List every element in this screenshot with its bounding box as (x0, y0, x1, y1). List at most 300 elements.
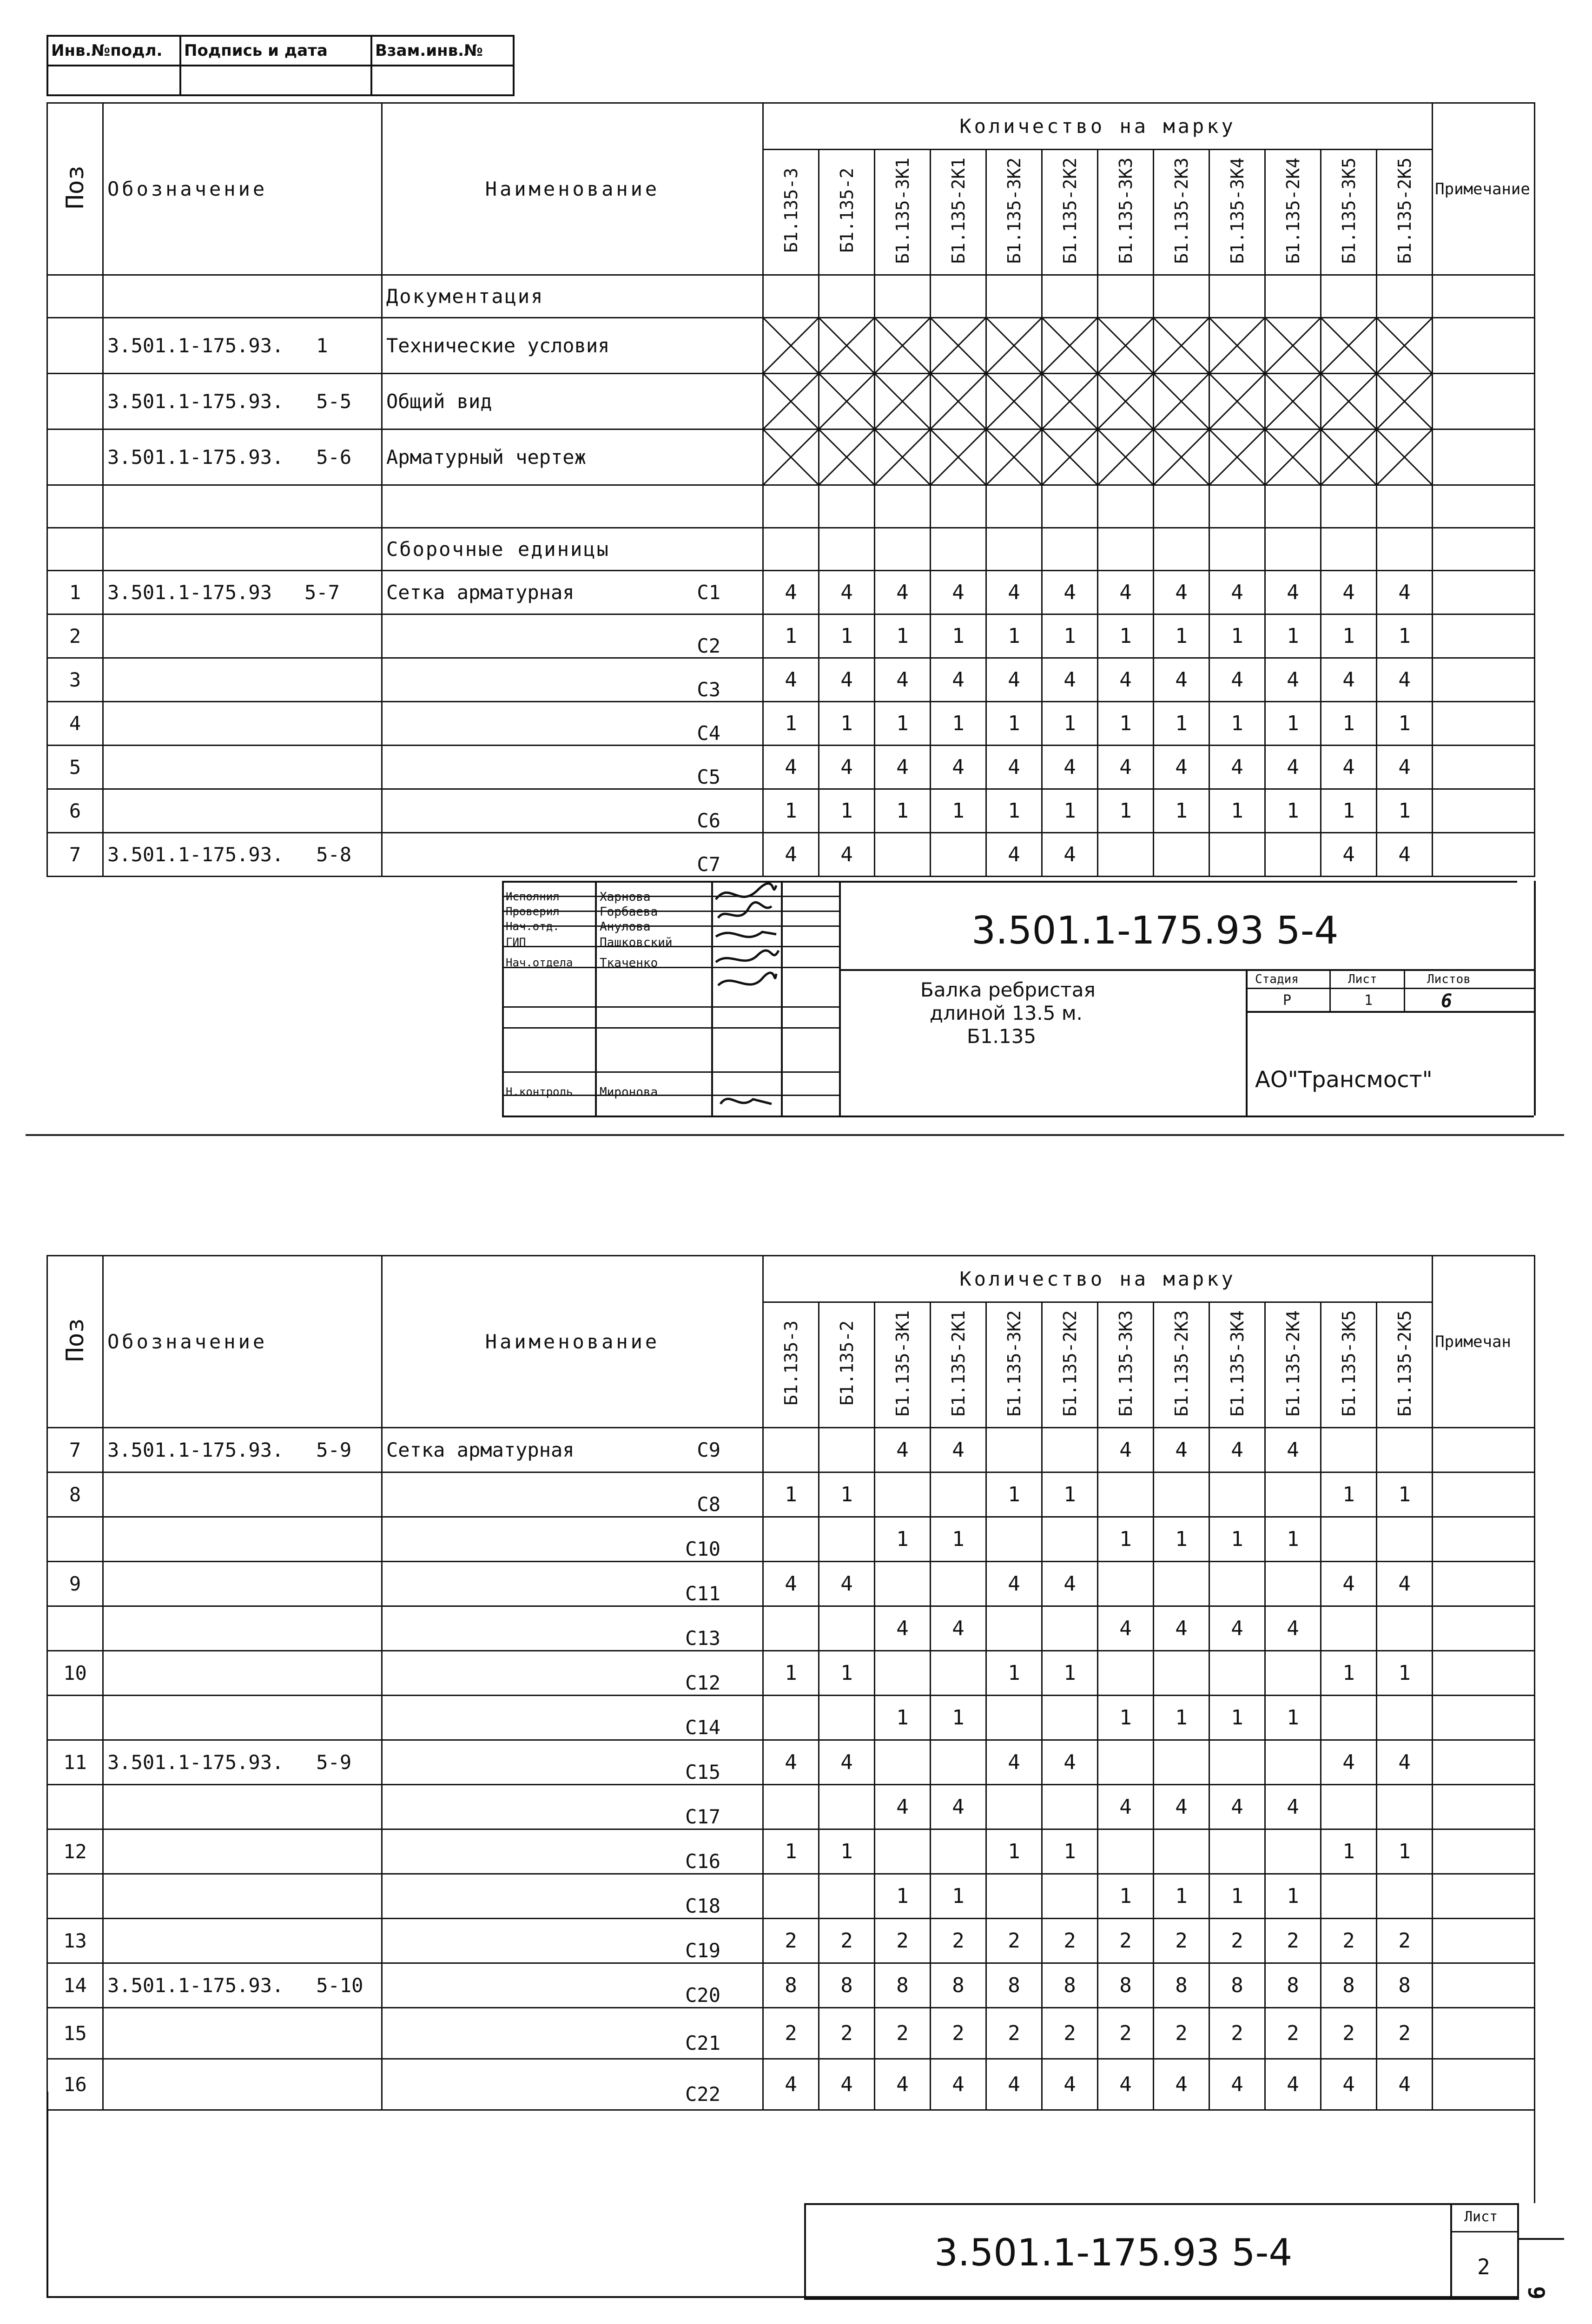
row-name (382, 571, 763, 614)
qty-cell: 2 (875, 2008, 931, 2059)
row-mark: С2 (697, 634, 720, 657)
qty-cell (1042, 1874, 1098, 1919)
cross-out-mark (987, 430, 1041, 484)
table-row (47, 1562, 1535, 1606)
qty-cell: 1 (1209, 789, 1265, 833)
qty-cell: 8 (1321, 1963, 1377, 2008)
qty-cell: 1 (1042, 1829, 1098, 1874)
row-note (1433, 1785, 1535, 1829)
row-note (1433, 1874, 1535, 1919)
qty-cell (1321, 1428, 1377, 1472)
row-name (382, 1472, 763, 1517)
qty-cell: 4 (1209, 1785, 1265, 1829)
row-designation (103, 2059, 382, 2110)
qty-cell: 4 (986, 658, 1042, 702)
row-poz: 5 (47, 746, 103, 789)
qty-cell (819, 1874, 875, 1919)
qty-cell: 1 (1265, 1696, 1321, 1740)
qty-cell: 8 (1098, 1963, 1154, 2008)
row-name (382, 1428, 763, 1472)
cross-out-mark (1154, 430, 1209, 484)
qty-cell (931, 275, 986, 318)
qty-cell: 4 (1377, 2059, 1433, 2110)
qty-cell: 4 (1321, 1740, 1377, 1785)
frame-left-line (46, 2092, 48, 2298)
cross-out-mark (1154, 374, 1209, 429)
empty-cell (875, 485, 931, 528)
cross-out-mark (875, 430, 930, 484)
row-designation (103, 1829, 382, 1874)
qty-cell: 1 (1098, 702, 1154, 746)
cross-out-mark (764, 374, 818, 429)
row-poz: 9 (47, 1562, 103, 1606)
spec-table-sheet2 (46, 1255, 1535, 2203)
row-designation (103, 318, 382, 374)
row-poz (47, 1517, 103, 1562)
mark-label: Б1.135-2К1 (948, 1310, 969, 1417)
row-poz (47, 318, 103, 374)
qty-cell-crossed (1321, 429, 1377, 485)
qty-cell: 4 (763, 1562, 819, 1606)
qty-cell (1154, 1740, 1209, 1785)
qty-cell: 4 (1098, 2059, 1154, 2110)
qty-cell (931, 528, 986, 571)
row-name (382, 2008, 763, 2059)
row-designation (103, 1651, 382, 1696)
qty-cell: 8 (1377, 1963, 1433, 2008)
empty-row (47, 485, 1535, 528)
qty-cell: 4 (875, 1428, 931, 1472)
empty-cell (1154, 485, 1209, 528)
qty-cell-crossed (1265, 318, 1321, 374)
qty-cell (875, 833, 931, 877)
cross-out-mark (1043, 374, 1097, 429)
qty-cell: 4 (931, 1606, 986, 1651)
mark-label: Б1.135-2 (836, 168, 857, 253)
qty-cell: 4 (1154, 1785, 1209, 1829)
col-header-poz-text: Поз (61, 165, 89, 209)
col-header-name: Наименование (382, 103, 763, 275)
qty-cell: 4 (986, 2059, 1042, 2110)
qty-cell: 1 (931, 789, 986, 833)
empty-cell (1321, 485, 1377, 528)
table-row (47, 1696, 1535, 1740)
qty-cell-crossed (1154, 318, 1209, 374)
row-designation-sheet: 5-9 (316, 1750, 352, 1774)
qty-cell: 1 (875, 1696, 931, 1740)
qty-cell (1265, 528, 1321, 571)
empty-cell (931, 485, 986, 528)
qty-cell (1042, 1517, 1098, 1562)
table-row (47, 1919, 1535, 1963)
col-header-mark-2 (875, 150, 931, 275)
title-block-line (1246, 988, 1534, 989)
qty-cell: 4 (986, 833, 1042, 877)
row-mark: С11 (685, 1582, 720, 1605)
qty-cell (1154, 1472, 1209, 1517)
qty-cell: 1 (819, 702, 875, 746)
qty-cell: 1 (1321, 789, 1377, 833)
table-row (47, 833, 1535, 877)
qty-cell: 8 (1154, 1963, 1209, 2008)
qty-cell: 4 (875, 2059, 931, 2110)
qty-cell (1321, 1696, 1377, 1740)
col-header-qty: Количество на марку (763, 103, 1433, 150)
title-block-line (1329, 969, 1331, 1011)
qty-cell: 2 (931, 1919, 986, 1963)
qty-cell (875, 1472, 931, 1517)
role-label: ГИП (506, 936, 526, 949)
qty-cell (763, 1696, 819, 1740)
row-note (1433, 571, 1535, 614)
row-mark: С15 (685, 1760, 720, 1783)
row-poz: 4 (47, 702, 103, 746)
qty-cell-crossed (763, 429, 819, 485)
qty-cell: 4 (1042, 746, 1098, 789)
cross-out-mark (819, 374, 874, 429)
qty-cell (931, 1740, 986, 1785)
col-header-designation: Обозначение (103, 1256, 382, 1428)
qty-cell: 1 (819, 789, 875, 833)
qty-cell (1042, 1606, 1098, 1651)
col-header-mark-7 (1154, 150, 1209, 275)
qty-cell: 1 (819, 1651, 875, 1696)
cross-out-mark (1098, 430, 1153, 484)
qty-cell (1154, 1562, 1209, 1606)
qty-cell: 1 (1154, 1696, 1209, 1740)
col-header-mark-9 (1265, 1302, 1321, 1428)
row-name (382, 746, 763, 789)
row-mark: С3 (697, 678, 720, 701)
qty-cell: 1 (1321, 614, 1377, 658)
qty-cell: 4 (931, 1428, 986, 1472)
cross-out-mark (1043, 318, 1097, 373)
qty-cell (1321, 1785, 1377, 1829)
organization: АО"Трансмост" (1255, 1067, 1433, 1093)
qty-cell: 1 (1377, 702, 1433, 746)
inv-cell-0: Инв.№подл. (47, 36, 180, 66)
row-name (382, 1829, 763, 1874)
qty-cell: 2 (1209, 2008, 1265, 2059)
qty-cell (819, 1428, 875, 1472)
table-row (47, 2008, 1535, 2059)
qty-cell-crossed (1042, 374, 1098, 429)
row-poz: 1 (47, 571, 103, 614)
role-person: Горбаева (600, 905, 658, 919)
qty-cell: 1 (875, 702, 931, 746)
row-designation (103, 429, 382, 485)
qty-cell: 1 (986, 789, 1042, 833)
col-header-name: Наименование (382, 1256, 763, 1428)
title-block-line (839, 969, 1534, 971)
qty-cell: 4 (1154, 1606, 1209, 1651)
empty-cell (1209, 485, 1265, 528)
qty-cell (1098, 1472, 1154, 1517)
title-block-line (595, 881, 597, 1116)
qty-cell (819, 1517, 875, 1562)
mark-label: Б1.135-2 (836, 1320, 857, 1406)
empty-cell (1042, 485, 1098, 528)
qty-cell: 4 (931, 658, 986, 702)
qty-cell: 2 (1042, 1919, 1098, 1963)
row-mark: С12 (685, 1671, 720, 1694)
qty-cell: 4 (1098, 1606, 1154, 1651)
empty-row (47, 2110, 1535, 2203)
qty-cell: 1 (1042, 789, 1098, 833)
qty-cell (986, 1874, 1042, 1919)
qty-cell-crossed (1209, 318, 1265, 374)
qty-cell: 1 (763, 702, 819, 746)
qty-cell: 4 (819, 1740, 875, 1785)
empty-cell (1433, 485, 1535, 528)
col-header-mark-11 (1377, 150, 1433, 275)
qty-cell-crossed (931, 429, 986, 485)
qty-cell (1098, 1740, 1154, 1785)
cross-out-mark (987, 374, 1041, 429)
row-name (382, 1517, 763, 1562)
qty-cell-crossed (1209, 374, 1265, 429)
qty-cell-crossed (1377, 429, 1433, 485)
qty-cell (986, 1428, 1042, 1472)
qty-cell: 4 (819, 571, 875, 614)
table-row (47, 1963, 1535, 2008)
qty-cell-crossed (1042, 318, 1098, 374)
row-mark: С17 (685, 1805, 720, 1828)
qty-cell: 4 (1042, 2059, 1098, 2110)
qty-cell-crossed (1098, 374, 1154, 429)
table-row (47, 1785, 1535, 1829)
qty-cell: 8 (763, 1963, 819, 2008)
doc-designation: 3.501.1-175.93. (107, 390, 284, 413)
qty-cell: 4 (1098, 746, 1154, 789)
row-designation (103, 1740, 382, 1785)
qty-cell-crossed (986, 429, 1042, 485)
qty-cell: 4 (875, 746, 931, 789)
sheets-label: Листов (1427, 972, 1471, 986)
qty-cell-crossed (1377, 374, 1433, 429)
row-mark: С1 (697, 581, 720, 604)
spec-table-sheet1 (46, 102, 1535, 877)
qty-cell (1209, 1740, 1265, 1785)
row-name (382, 1696, 763, 1740)
qty-cell-crossed (1098, 318, 1154, 374)
col-header-note: Примечан (1433, 1256, 1535, 1428)
row-mark: С10 (685, 1537, 720, 1560)
qty-cell: 1 (1377, 1651, 1433, 1696)
qty-cell: 4 (1098, 1785, 1154, 1829)
row-designation (103, 571, 382, 614)
qty-cell: 4 (931, 571, 986, 614)
section-docs-row (47, 275, 1535, 318)
qty-cell: 4 (1042, 1562, 1098, 1606)
qty-cell: 4 (931, 2059, 986, 2110)
cross-out-mark (1377, 374, 1432, 429)
row-note (1433, 1919, 1535, 1963)
row-note (1433, 2008, 1535, 2059)
row-note (1433, 1696, 1535, 1740)
qty-cell: 4 (1265, 571, 1321, 614)
qty-cell (1042, 1785, 1098, 1829)
mark-label: Б1.135-3К4 (1227, 157, 1248, 264)
sheets-value: 6 (1441, 990, 1453, 1012)
mark-label: Б1.135-2К1 (948, 157, 969, 264)
qty-cell (1265, 1562, 1321, 1606)
cross-out-mark (1210, 374, 1264, 429)
title-block-line (502, 1071, 839, 1073)
qty-cell-crossed (875, 429, 931, 485)
qty-cell: 1 (819, 614, 875, 658)
qty-cell: 4 (1098, 571, 1154, 614)
row-designation (103, 1472, 382, 1517)
mark-label: Б1.135-2К4 (1282, 1310, 1303, 1417)
qty-cell: 1 (1154, 614, 1209, 658)
sheet-label-sheet2: Лист (1464, 2209, 1498, 2225)
qty-cell: 1 (931, 1517, 986, 1562)
cross-out-mark (1043, 430, 1097, 484)
row-designation-sheet: 5-7 (304, 581, 340, 604)
qty-cell-crossed (819, 374, 875, 429)
row-designation (103, 2008, 382, 2059)
frame-bottom-line (46, 2296, 1517, 2298)
cross-out-mark (1154, 318, 1209, 373)
cross-out-mark (875, 318, 930, 373)
qty-cell (931, 833, 986, 877)
col-header-mark-9 (1265, 150, 1321, 275)
qty-cell (1042, 1428, 1098, 1472)
qty-cell-crossed (931, 318, 986, 374)
row-note (1433, 1428, 1535, 1472)
cross-out-mark (1377, 430, 1432, 484)
qty-cell: 1 (1377, 789, 1433, 833)
qty-cell (763, 1874, 819, 1919)
col-header-mark-3 (931, 150, 986, 275)
table-row (47, 1428, 1535, 1472)
qty-cell (1098, 1829, 1154, 1874)
col-header-mark-8 (1209, 1302, 1265, 1428)
row-poz (47, 275, 103, 318)
table-row (47, 1874, 1535, 1919)
title-block-line (1246, 1011, 1534, 1013)
row-name (382, 1919, 763, 1963)
col-header-mark-1 (819, 1302, 875, 1428)
qty-cell: 1 (1154, 789, 1209, 833)
mark-label: Б1.135-3К4 (1227, 1310, 1248, 1417)
row-poz: 15 (47, 2008, 103, 2059)
qty-cell (875, 1740, 931, 1785)
col-header-mark-0 (763, 1302, 819, 1428)
qty-cell: 4 (763, 833, 819, 877)
qty-cell: 1 (1265, 614, 1321, 658)
qty-cell: 2 (986, 2008, 1042, 2059)
qty-cell: 4 (1265, 1606, 1321, 1651)
qty-cell (986, 528, 1042, 571)
row-poz: 6 (47, 789, 103, 833)
qty-cell: 1 (875, 1874, 931, 1919)
sheet-value-sheet2: 2 (1477, 2254, 1490, 2279)
row-note (1433, 1740, 1535, 1785)
qty-cell: 4 (986, 571, 1042, 614)
qty-cell: 2 (1377, 2008, 1433, 2059)
qty-cell: 2 (1321, 2008, 1377, 2059)
qty-cell: 1 (931, 1696, 986, 1740)
qty-cell: 4 (1377, 658, 1433, 702)
row-note (1433, 1472, 1535, 1517)
mark-label: Б1.135-3К3 (1115, 157, 1136, 264)
col-header-mark-7 (1154, 1302, 1209, 1428)
doc-row (47, 429, 1535, 485)
qty-cell (931, 1472, 986, 1517)
qty-cell (1265, 275, 1321, 318)
qty-cell: 2 (1377, 1919, 1433, 1963)
qty-cell: 1 (1042, 1651, 1098, 1696)
qty-cell: 1 (1154, 1517, 1209, 1562)
qty-cell (875, 1562, 931, 1606)
qty-cell: 1 (986, 614, 1042, 658)
qty-cell: 4 (1321, 1562, 1377, 1606)
qty-cell: 1 (1321, 1651, 1377, 1696)
qty-cell: 1 (986, 1472, 1042, 1517)
qty-cell: 4 (1154, 658, 1209, 702)
qty-cell: 1 (1377, 1472, 1433, 1517)
qty-cell: 1 (819, 1472, 875, 1517)
qty-cell-crossed (819, 429, 875, 485)
mark-label: Б1.135-3К5 (1338, 1310, 1359, 1417)
cross-out-mark (987, 318, 1041, 373)
row-name (382, 1740, 763, 1785)
empty-cell (763, 485, 819, 528)
col-header-poz-text: Поз (61, 1318, 89, 1362)
qty-cell: 4 (875, 1606, 931, 1651)
cross-out-mark (819, 318, 874, 373)
row-poz (47, 528, 103, 571)
drawing-title-line: Б1.135 (967, 1025, 1037, 1048)
row-designation-sheet: 5-10 (316, 1974, 363, 1997)
row-designation (103, 275, 382, 318)
role-label: Исполнил (506, 890, 560, 903)
table-row (47, 1472, 1535, 1517)
qty-cell-crossed (875, 374, 931, 429)
qty-cell-crossed (1265, 429, 1321, 485)
qty-cell (986, 275, 1042, 318)
qty-cell (1377, 1428, 1433, 1472)
doc-name: Технические условия (382, 318, 763, 374)
cross-out-mark (1098, 318, 1153, 373)
qty-cell: 1 (763, 614, 819, 658)
title-block-line (839, 881, 841, 1116)
signatures-icon (711, 881, 781, 1116)
qty-cell: 2 (1209, 1919, 1265, 1963)
row-note (1433, 1651, 1535, 1696)
doc-sheet: 1 (316, 334, 328, 357)
row-poz: 10 (47, 1651, 103, 1696)
row-note (1433, 1963, 1535, 2008)
qty-cell: 4 (1154, 571, 1209, 614)
qty-cell: 4 (1209, 571, 1265, 614)
mark-label: Б1.135-3К3 (1115, 1310, 1136, 1417)
doc-row (47, 374, 1535, 429)
qty-cell: 2 (1098, 1919, 1154, 1963)
mark-label: Б1.135-3 (780, 1320, 801, 1406)
qty-cell (1209, 1829, 1265, 1874)
row-designation (103, 1785, 382, 1829)
qty-cell: 1 (1209, 702, 1265, 746)
row-note (1433, 614, 1535, 658)
qty-cell (1154, 528, 1209, 571)
qty-cell (1321, 1517, 1377, 1562)
qty-cell (819, 1606, 875, 1651)
qty-cell: 1 (1265, 1874, 1321, 1919)
title-block-line (502, 1027, 839, 1029)
